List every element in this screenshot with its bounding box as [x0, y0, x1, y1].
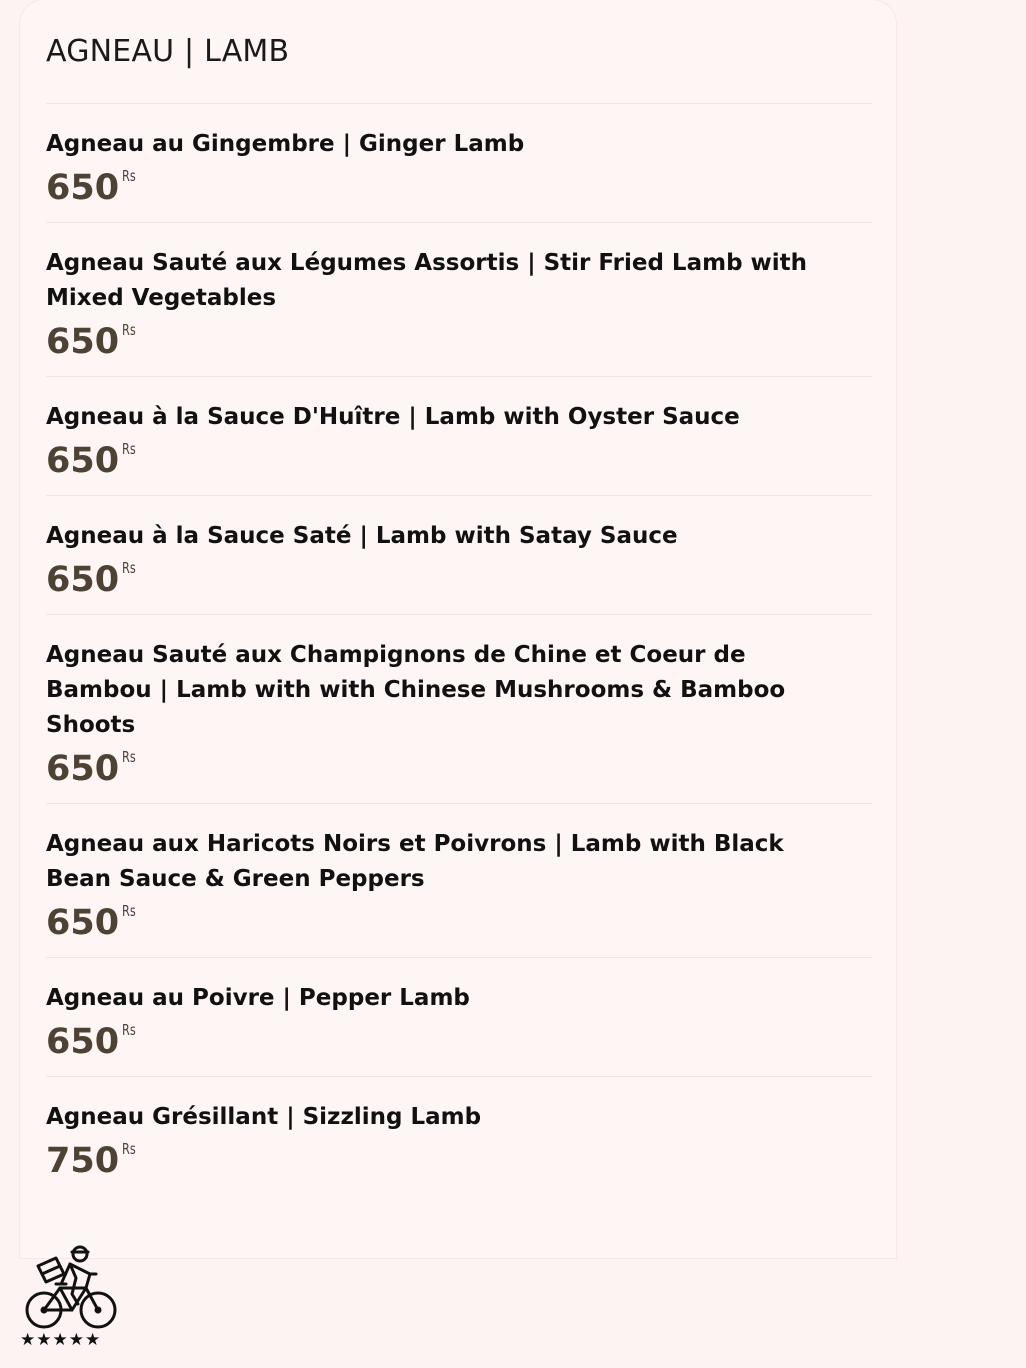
price-currency: Rs	[122, 440, 136, 458]
price-row	[46, 322, 872, 362]
item-name: Agneau aux Haricots Noirs et Poivrons | Lamb with Black Bean Sauce & Green Peppers	[46, 831, 784, 892]
price-currency: Rs	[122, 902, 136, 920]
item-name: Agneau à la Sauce D'Huître | Lamb with Oyster Sauce	[46, 404, 740, 430]
item-name: Agneau à la Sauce Saté | Lamb with Satay Sauce	[46, 523, 678, 549]
item-name: Agneau au Gingembre | Ginger Lamb	[46, 131, 525, 157]
category-title: AGNEAU | LAMB	[46, 34, 290, 69]
price-value: 650	[46, 749, 120, 789]
price-value: 650	[46, 560, 120, 600]
price-value: 650	[46, 441, 120, 481]
item-name: Agneau Grésillant | Sizzling Lamb	[46, 1104, 482, 1130]
price-currency: Rs	[122, 559, 136, 577]
price-row	[46, 749, 872, 789]
price-currency: Rs	[122, 167, 136, 185]
menu-item[interactable]	[46, 615, 872, 804]
item-name: Agneau au Poivre | Pepper Lamb	[46, 985, 470, 1011]
menu-item[interactable]	[46, 804, 872, 958]
price-row	[46, 903, 872, 943]
price-value: 650	[46, 322, 120, 362]
menu-item[interactable]	[46, 496, 872, 615]
menu-item[interactable]	[46, 958, 872, 1077]
menu-item[interactable]	[46, 104, 872, 223]
item-name: Agneau Sauté aux Légumes Assortis | Stir Fried Lamb with Mixed Vegetables	[46, 250, 808, 311]
menu-list	[46, 104, 872, 1195]
price-row	[46, 560, 872, 600]
price-value: 750	[46, 1141, 120, 1181]
price-currency: Rs	[122, 321, 136, 339]
item-name: Agneau Sauté aux Champignons de Chine et Coeur de Bambou | Lamb with with Chinese Mushrooms & Bamboo Shoots	[46, 642, 786, 738]
rating-stars: ★★★★★	[20, 1330, 102, 1350]
price-row	[46, 441, 872, 481]
price-currency: Rs	[122, 1140, 136, 1158]
price-currency: Rs	[122, 748, 136, 766]
menu-item[interactable]	[46, 223, 872, 377]
price-row	[46, 1022, 872, 1062]
price-value: 650	[46, 903, 120, 943]
price-row	[46, 168, 872, 208]
menu-item[interactable]	[46, 377, 872, 496]
price-value: 650	[46, 168, 120, 208]
price-currency: Rs	[122, 1021, 136, 1039]
price-row	[46, 1141, 872, 1181]
menu-item[interactable]	[46, 1077, 872, 1195]
price-value: 650	[46, 1022, 120, 1062]
